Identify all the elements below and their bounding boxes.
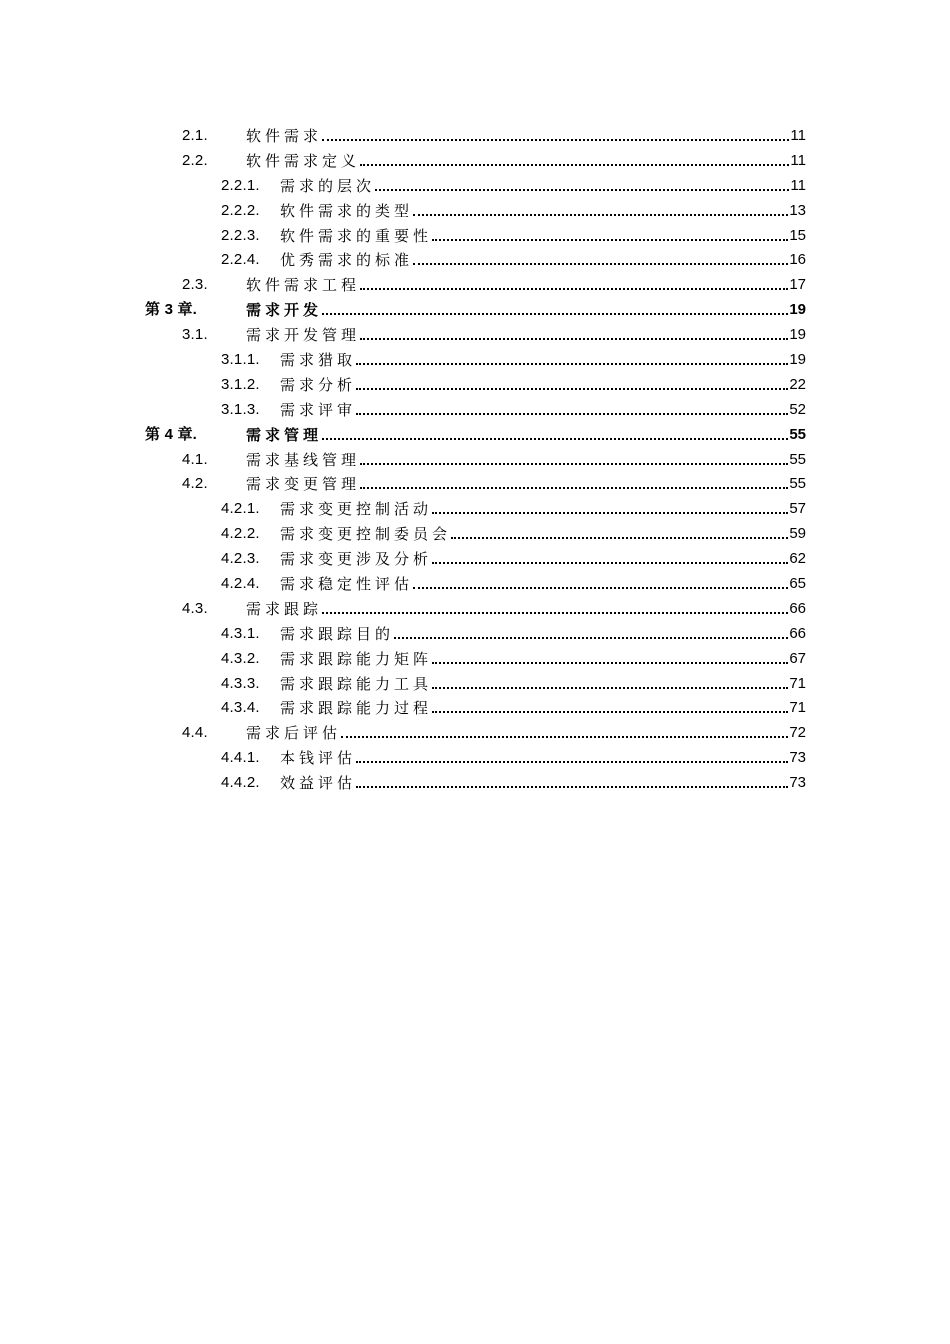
toc-entry-number: 3.1.1. <box>221 351 260 369</box>
toc-entry-number: 4.2. <box>182 475 208 493</box>
toc-entry-page: 11 <box>790 151 806 169</box>
toc-entry[interactable] <box>0 721 950 746</box>
toc-entry-title: 需求分析 <box>280 375 357 394</box>
toc-entry-title: 需求开发管理 <box>246 326 361 345</box>
toc-entry-page: 15 <box>789 226 806 244</box>
toc-entry-number: 4.2.2. <box>221 525 260 543</box>
toc-entry-number: 4.1. <box>182 450 208 468</box>
toc-entry-number: 4.3.3. <box>221 674 260 692</box>
toc-entry-number: 2.1. <box>182 127 208 144</box>
toc-dot-leader <box>322 139 789 141</box>
toc-entry[interactable] <box>0 472 950 497</box>
toc-entry[interactable] <box>0 348 950 373</box>
toc-dot-leader <box>413 263 788 265</box>
toc-entry-title: 需求稳定性评估 <box>280 575 414 594</box>
toc-entry[interactable] <box>0 398 950 423</box>
toc-entry-number: 2.2. <box>182 151 208 169</box>
toc-entry-title: 软件需求定义 <box>246 151 361 170</box>
toc-dot-leader <box>322 438 788 440</box>
toc-dot-leader <box>356 388 788 390</box>
toc-entry-title: 软件需求的重要性 <box>280 226 433 245</box>
toc-entry-number: 2.2.3. <box>221 226 260 244</box>
toc-entry-page: 57 <box>789 500 806 518</box>
toc-entry-number: 4.4.1. <box>221 749 260 767</box>
toc-entry-title: 需求变更涉及分析 <box>280 550 433 569</box>
toc-entry[interactable] <box>0 224 950 249</box>
toc-dot-leader <box>394 637 788 639</box>
toc-entry-title: 需求跟踪能力工具 <box>280 674 433 693</box>
toc-entry-page: 65 <box>789 575 806 593</box>
toc-entry[interactable] <box>0 771 950 796</box>
toc-entry-number: 3.1.2. <box>221 375 260 393</box>
toc-entry[interactable] <box>0 273 950 298</box>
toc-entry-page: 19 <box>789 351 806 369</box>
toc-entry-page: 13 <box>789 201 806 219</box>
toc-entry-title: 软件需求工程 <box>246 276 361 295</box>
toc-entry-number: 2.2.1. <box>221 176 260 194</box>
toc-entry-number: 4.4. <box>182 724 208 742</box>
toc-entry-title: 需求基线管理 <box>246 450 361 469</box>
toc-entry[interactable] <box>0 199 950 224</box>
toc-chapter-number: 第 3 章. <box>145 301 198 319</box>
toc-entry-title: 需求评审 <box>280 400 357 419</box>
toc-dot-leader <box>356 413 788 415</box>
toc-dot-leader <box>322 313 788 315</box>
table-of-contents <box>0 124 950 796</box>
toc-dot-leader <box>432 239 788 241</box>
toc-entry[interactable] <box>0 497 950 522</box>
toc-entry[interactable] <box>0 696 950 721</box>
toc-dot-leader <box>375 189 789 191</box>
toc-entry-number: 4.2.3. <box>221 550 260 568</box>
toc-entry-page: 66 <box>789 624 806 642</box>
toc-entry[interactable] <box>0 522 950 547</box>
toc-entry-page: 59 <box>789 525 806 543</box>
toc-entry-page: 66 <box>789 599 806 617</box>
toc-entry[interactable] <box>0 448 950 473</box>
toc-entry[interactable] <box>0 149 950 174</box>
toc-entry[interactable] <box>0 323 950 348</box>
toc-entry-title: 需求跟踪目的 <box>280 624 395 643</box>
toc-entry[interactable] <box>0 248 950 273</box>
toc-entry-title: 软件需求的类型 <box>280 201 414 220</box>
toc-entry-page: 62 <box>789 550 806 568</box>
toc-entry[interactable] <box>0 622 950 647</box>
toc-dot-leader <box>432 662 788 664</box>
toc-dot-leader <box>413 587 788 589</box>
toc-entry[interactable] <box>0 647 950 672</box>
toc-dot-leader <box>360 164 789 166</box>
toc-entry-number: 4.4.2. <box>221 774 260 792</box>
toc-entry-number: 2.2.2. <box>221 201 260 219</box>
toc-entry-page: 71 <box>789 699 806 717</box>
toc-entry-number: 3.1. <box>182 326 208 344</box>
toc-entry-title: 软件需求 <box>246 127 323 145</box>
toc-entry-page: 67 <box>789 649 806 667</box>
toc-entry-title: 需求变更控制委员会 <box>280 525 452 544</box>
toc-chapter-entry[interactable] <box>0 423 950 448</box>
toc-dot-leader <box>432 562 788 564</box>
toc-entry-page: 17 <box>789 276 806 294</box>
toc-entry-number: 2.2.4. <box>221 251 260 269</box>
toc-dot-leader <box>360 338 788 340</box>
toc-entry-title: 需求跟踪能力矩阵 <box>280 649 433 668</box>
toc-chapter-page: 55 <box>789 425 806 443</box>
toc-chapter-title: 需求管理 <box>246 425 323 444</box>
toc-dot-leader <box>356 786 788 788</box>
toc-dot-leader <box>356 363 788 365</box>
toc-dot-leader <box>360 463 788 465</box>
toc-entry-page: 11 <box>790 127 806 144</box>
toc-entry[interactable] <box>0 547 950 572</box>
toc-dot-leader <box>322 612 788 614</box>
toc-entry-page: 55 <box>789 450 806 468</box>
toc-entry-title: 需求跟踪 <box>246 599 323 618</box>
toc-chapter-title: 需求开发 <box>246 301 323 320</box>
toc-entry-number: 2.3. <box>182 276 208 294</box>
toc-dot-leader <box>432 687 788 689</box>
toc-entry-page: 11 <box>790 176 806 194</box>
toc-dot-leader <box>432 512 788 514</box>
toc-chapter-entry[interactable] <box>0 298 950 323</box>
toc-entry-number: 4.3.4. <box>221 699 260 717</box>
toc-dot-leader <box>356 761 788 763</box>
toc-entry-title: 需求的层次 <box>280 176 376 195</box>
toc-dot-leader <box>360 487 788 489</box>
toc-dot-leader <box>413 214 788 216</box>
toc-entry-page: 73 <box>789 774 806 792</box>
toc-dot-leader <box>432 711 788 713</box>
toc-dot-leader <box>341 736 788 738</box>
toc-entry-title: 效益评估 <box>280 774 357 793</box>
toc-entry[interactable] <box>0 373 950 398</box>
toc-entry-number: 4.2.1. <box>221 500 260 518</box>
toc-dot-leader <box>451 537 788 539</box>
toc-entry[interactable] <box>0 597 950 622</box>
toc-entry[interactable] <box>0 746 950 771</box>
toc-entry-number: 3.1.3. <box>221 400 260 418</box>
toc-entry-page: 73 <box>789 749 806 767</box>
toc-dot-leader <box>360 288 788 290</box>
toc-entry-number: 4.2.4. <box>221 575 260 593</box>
toc-entry-title: 优秀需求的标准 <box>280 251 414 270</box>
toc-entry-page: 16 <box>789 251 806 269</box>
toc-chapter-page: 19 <box>789 301 806 319</box>
toc-entry-number: 4.3. <box>182 599 208 617</box>
toc-entry-title: 需求变更控制活动 <box>280 500 433 519</box>
toc-entry-title: 本钱评估 <box>280 749 357 768</box>
toc-entry[interactable] <box>0 174 950 199</box>
toc-entry-page: 71 <box>789 674 806 692</box>
toc-entry-number: 4.3.1. <box>221 624 260 642</box>
toc-entry[interactable] <box>0 572 950 597</box>
toc-entry-number: 4.3.2. <box>221 649 260 667</box>
toc-entry-title: 需求跟踪能力过程 <box>280 699 433 718</box>
toc-entry-page: 72 <box>789 724 806 742</box>
toc-entry[interactable] <box>0 672 950 697</box>
toc-entry-title: 需求猎取 <box>280 351 357 370</box>
toc-entry-page: 19 <box>789 326 806 344</box>
toc-entry[interactable] <box>0 124 950 149</box>
toc-entry-page: 52 <box>789 400 806 418</box>
toc-entry-page: 55 <box>789 475 806 493</box>
toc-chapter-number: 第 4 章. <box>145 425 198 443</box>
toc-entry-title: 需求后评估 <box>246 724 342 743</box>
toc-entry-page: 22 <box>789 375 806 393</box>
toc-entry-title: 需求变更管理 <box>246 475 361 494</box>
